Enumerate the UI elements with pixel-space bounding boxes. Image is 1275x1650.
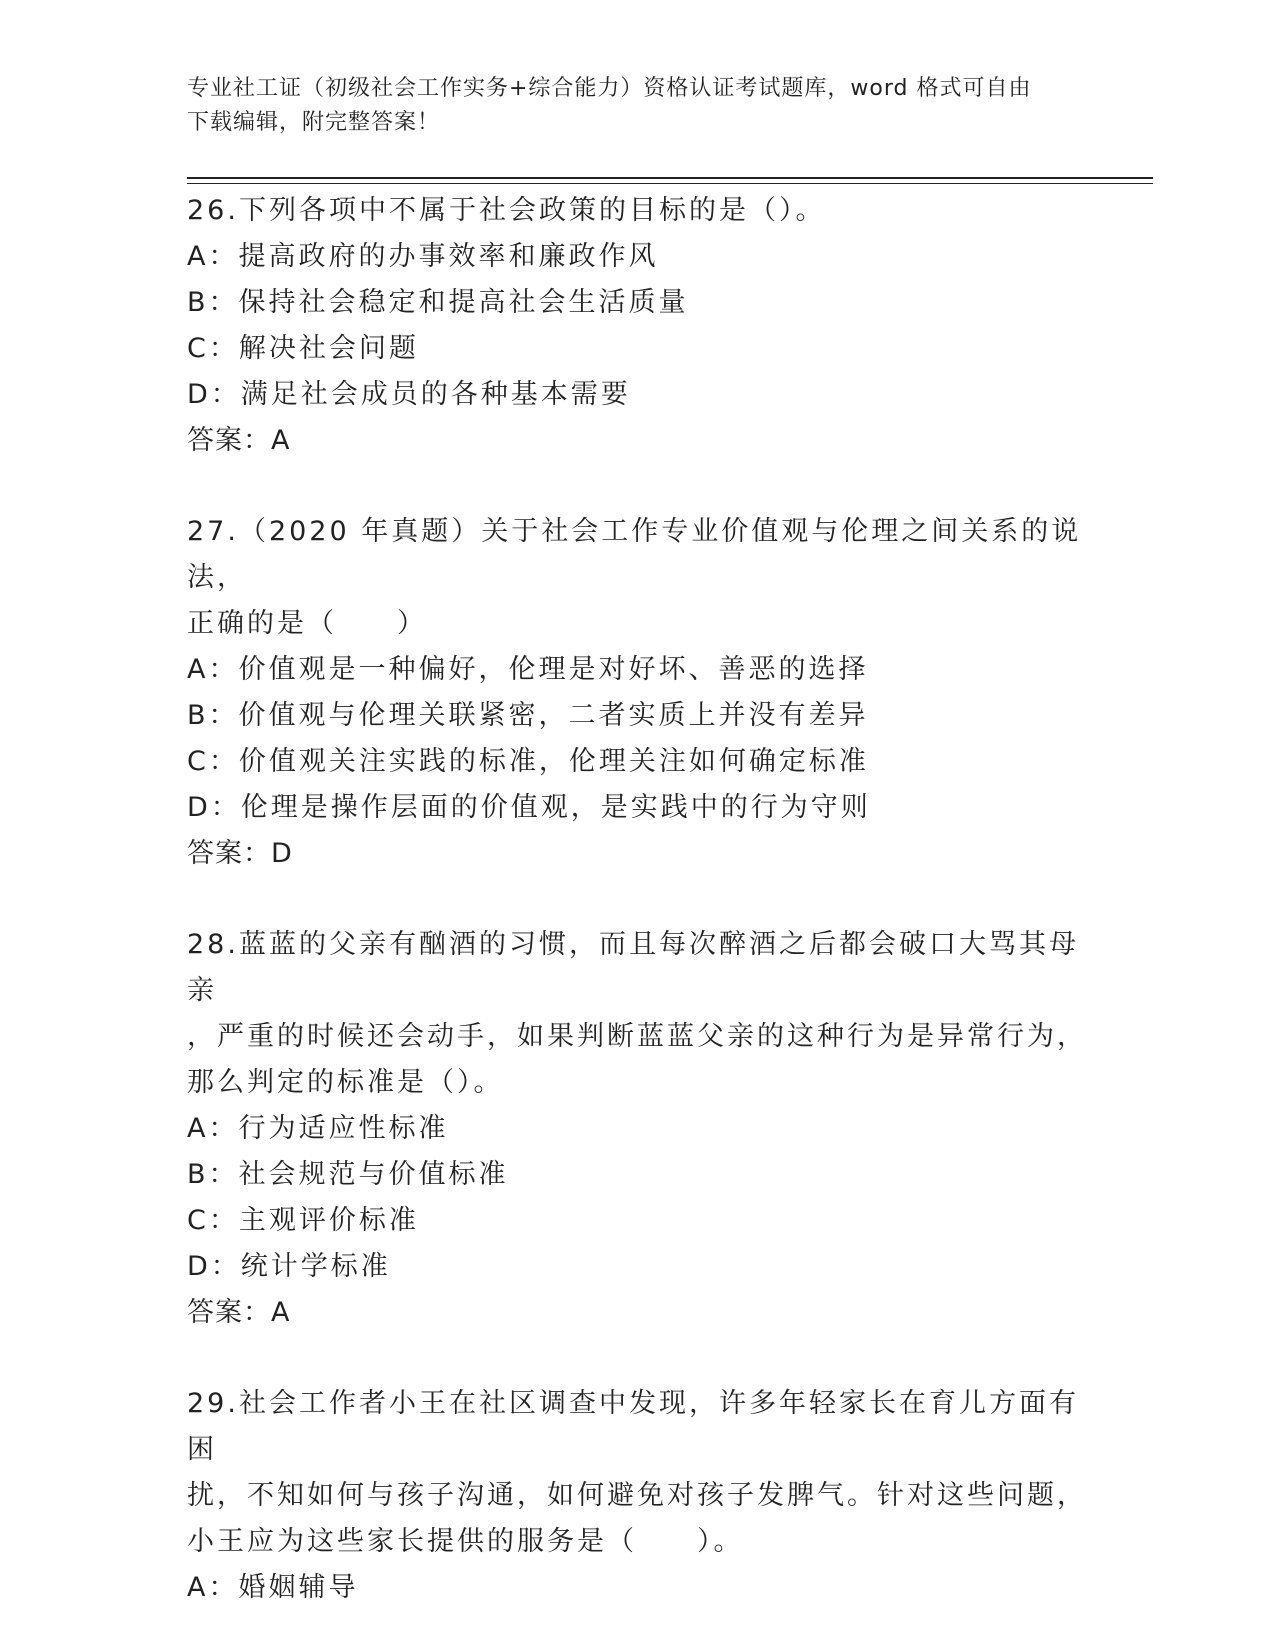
option-c: C：解决社会问题: [187, 333, 419, 364]
option-c: C：价值观关注实践的标准，伦理关注如何确定标准: [187, 746, 869, 777]
header-divider-thick: [187, 177, 1153, 179]
question-gap: [187, 1336, 1107, 1381]
option-b: B：价值观与伦理关联紧密，二者实质上并没有差异: [187, 700, 869, 731]
header-line-1: 专业社工证（初级社会工作实务+综合能力）资格认证考试题库，word 格式可自由: [187, 76, 1032, 101]
option-a: A：提高政府的办事效率和廉政作风: [187, 241, 659, 272]
question-26: [187, 188, 1107, 464]
option-c: C：主观评价标准: [187, 1205, 419, 1236]
question-gap: [187, 464, 1107, 509]
question-29: [187, 1381, 1107, 1611]
question-stem: 扰，不知如何与孩子沟通，如何避免对孩子发脾气。针对这些问题，: [187, 1480, 1087, 1511]
question-28: [187, 922, 1107, 1336]
question-stem: 28.蓝蓝的父亲有酗酒的习惯，而且每次醉酒之后都会破口大骂其母亲: [187, 929, 1079, 1006]
question-stem: 小王应为这些家长提供的服务是（ ）。: [187, 1526, 744, 1557]
question-stem: ，严重的时候还会动手，如果判断蓝蓝父亲的这种行为是异常行为，: [187, 1021, 1087, 1052]
question-gap: [187, 877, 1107, 922]
question-stem: 26.下列各项中不属于社会政策的目标的是（）。: [187, 195, 826, 226]
option-b: B：社会规范与价值标准: [187, 1159, 509, 1190]
option-d: D：统计学标准: [187, 1251, 391, 1282]
document-header: [187, 72, 1087, 140]
answer: 答案：A: [187, 1297, 291, 1328]
answer: 答案：D: [187, 838, 293, 869]
option-d: D：伦理是操作层面的价值观，是实践中的行为守则: [187, 792, 871, 823]
question-stem: 那么判定的标准是（）。: [187, 1067, 504, 1098]
header-divider-thin: [187, 183, 1153, 184]
option-b: B：保持社会稳定和提高社会生活质量: [187, 287, 689, 318]
answer: 答案：A: [187, 425, 291, 456]
option-a: A：行为适应性标准: [187, 1113, 449, 1144]
question-27: [187, 509, 1107, 877]
question-stem: 正确的是（ ）: [187, 608, 427, 639]
option-d: D：满足社会成员的各种基本需要: [187, 379, 631, 410]
question-stem: 27.（2020 年真题）关于社会工作专业价值观与伦理之间关系的说法，: [187, 516, 1082, 593]
option-a: A：婚姻辅导: [187, 1572, 359, 1603]
header-line-2: 下载编辑，附完整答案！: [187, 110, 441, 135]
option-a: A：价值观是一种偏好，伦理是对好坏、善恶的选择: [187, 654, 869, 685]
question-stem: 29.社会工作者小王在社区调查中发现，许多年轻家长在育儿方面有困: [187, 1388, 1079, 1465]
question-list: [187, 188, 1107, 1611]
